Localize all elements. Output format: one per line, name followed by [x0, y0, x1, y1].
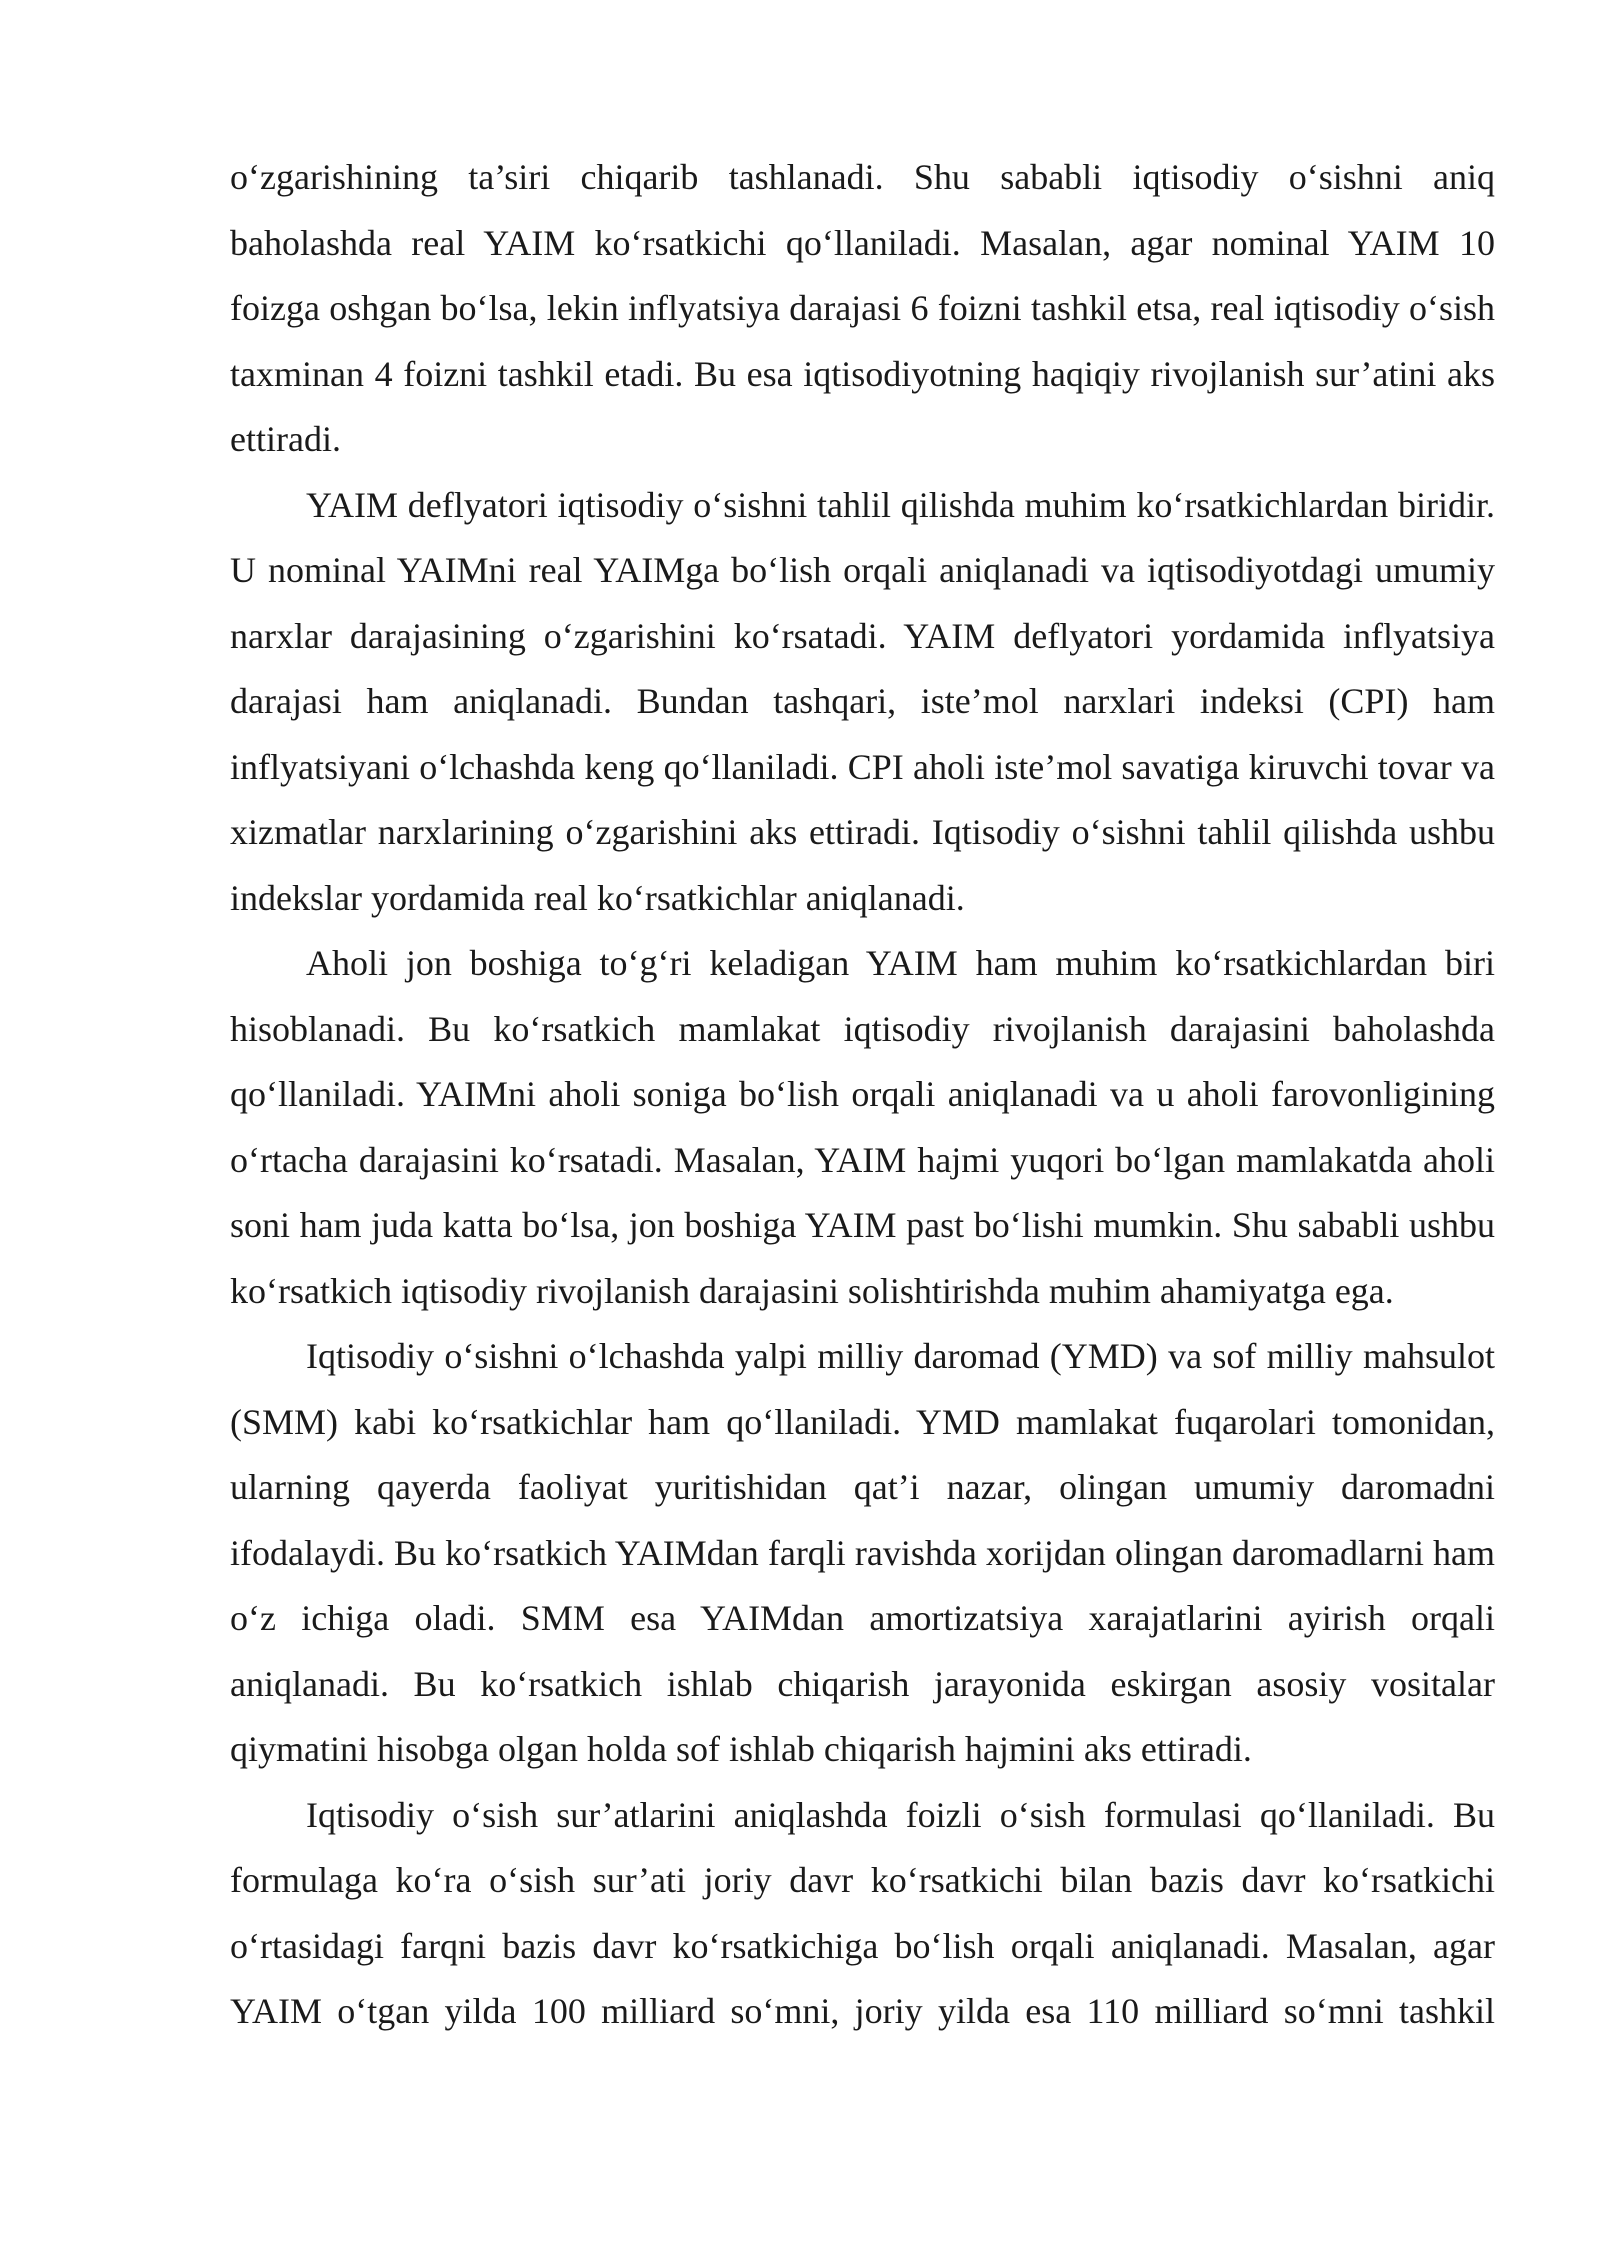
paragraph-5: Iqtisodiy o‘sish sur’atlarini aniqlashda foizli o‘sish formulasi qo‘llaniladi. Bu formulaga ko‘ra o‘sish sur’ati joriy davr ko‘rsatkichi bilan bazis davr ko‘rsatkichi o‘rtasidagi farqni bazis davr ko‘rsatkichiga bo‘lish orqali aniqlanadi. Masalan, agar YAIM o‘tgan yilda 100 milliard so‘mni, joriy yilda esa 110 milliard so‘mni tashkil — [230, 1794, 1495, 2031]
paragraph-1: o‘zgarishining ta’siri chiqarib tashlanadi. Shu sababli iqtisodiy o‘sishni aniq baholashda real YAIM ko‘rsatkichi qo‘llaniladi. Masalan, agar nominal YAIM 10 foizga oshgan bo‘lsa, lekin inflyatsiya darajasi 6 foizni tashkil etsa, real iqtisodiy o‘sish taxminan 4 foizni tashkil etadi. Bu esa iqtisodiyotning haqiqiy rivojlanish sur’atini aks ettiradi. — [230, 157, 1495, 459]
paragraph-4: Iqtisodiy o‘sishni o‘lchashda yalpi milliy daromad (YMD) va sof milliy mahsulot (SMM) kabi ko‘rsatkichlar ham qo‘llaniladi. YMD mamlakat fuqarolari tomonidan, ularning qayerda faoliyat yuritishidan qat’i nazar, olingan umumiy daromadni ifodalaydi. Bu ko‘rsatkich YAIMdan farqli ravishda xorijdan olingan daromadlarni ham o‘z ichiga oladi. SMM esa YAIMdan amortizatsiya xarajatlarini ayirish orqali aniqlanadi. Bu ko‘rsatkich ishlab chiqarish jarayonida eskirgan asosiy vositalar qiymatini hisobga olgan holda sof ishlab chiqarish hajmini aks ettiradi. — [230, 1336, 1495, 1769]
paragraph-2: YAIM deflyatori iqtisodiy o‘sishni tahlil qilishda muhim ko‘rsatkichlardan biridir. U nominal YAIMni real YAIMga bo‘lish orqali aniqlanadi va iqtisodiyotdagi umumiy narxlar darajasining o‘zgarishini ko‘rsatadi. YAIM deflyatori yordamida inflyatsiya darajasi ham aniqlanadi. Bundan tashqari, iste’mol narxlari indeksi (CPI) ham inflyatsiyani o‘lchashda keng qo‘llaniladi. CPI aholi iste’mol savatiga kiruvchi tovar va xizmatlar narxlarining o‘zgarishini aks ettiradi. Iqtisodiy o‘sishni tahlil qilishda ushbu indekslar yordamida real ko‘rsatkichlar aniqlanadi. — [230, 484, 1495, 918]
body-text — [230, 145, 1495, 2045]
paragraph-3: Aholi jon boshiga to‘g‘ri keladigan YAIM ham muhim ko‘rsatkichlardan biri hisoblanadi. Bu ko‘rsatkich mamlakat iqtisodiy rivojlanish darajasini baholashda qo‘llaniladi. YAIMni aholi soniga bo‘lish orqali aniqlanadi va u aholi farovonligining o‘rtacha darajasini ko‘rsatadi. Masalan, YAIM hajmi yuqori bo‘lgan mamlakatda aholi soni ham juda katta bo‘lsa, jon boshiga YAIM past bo‘lishi mumkin. Shu sababli ushbu ko‘rsatkich iqtisodiy rivojlanish darajasini solishtirishda muhim ahamiyatga ega. — [230, 943, 1495, 1311]
